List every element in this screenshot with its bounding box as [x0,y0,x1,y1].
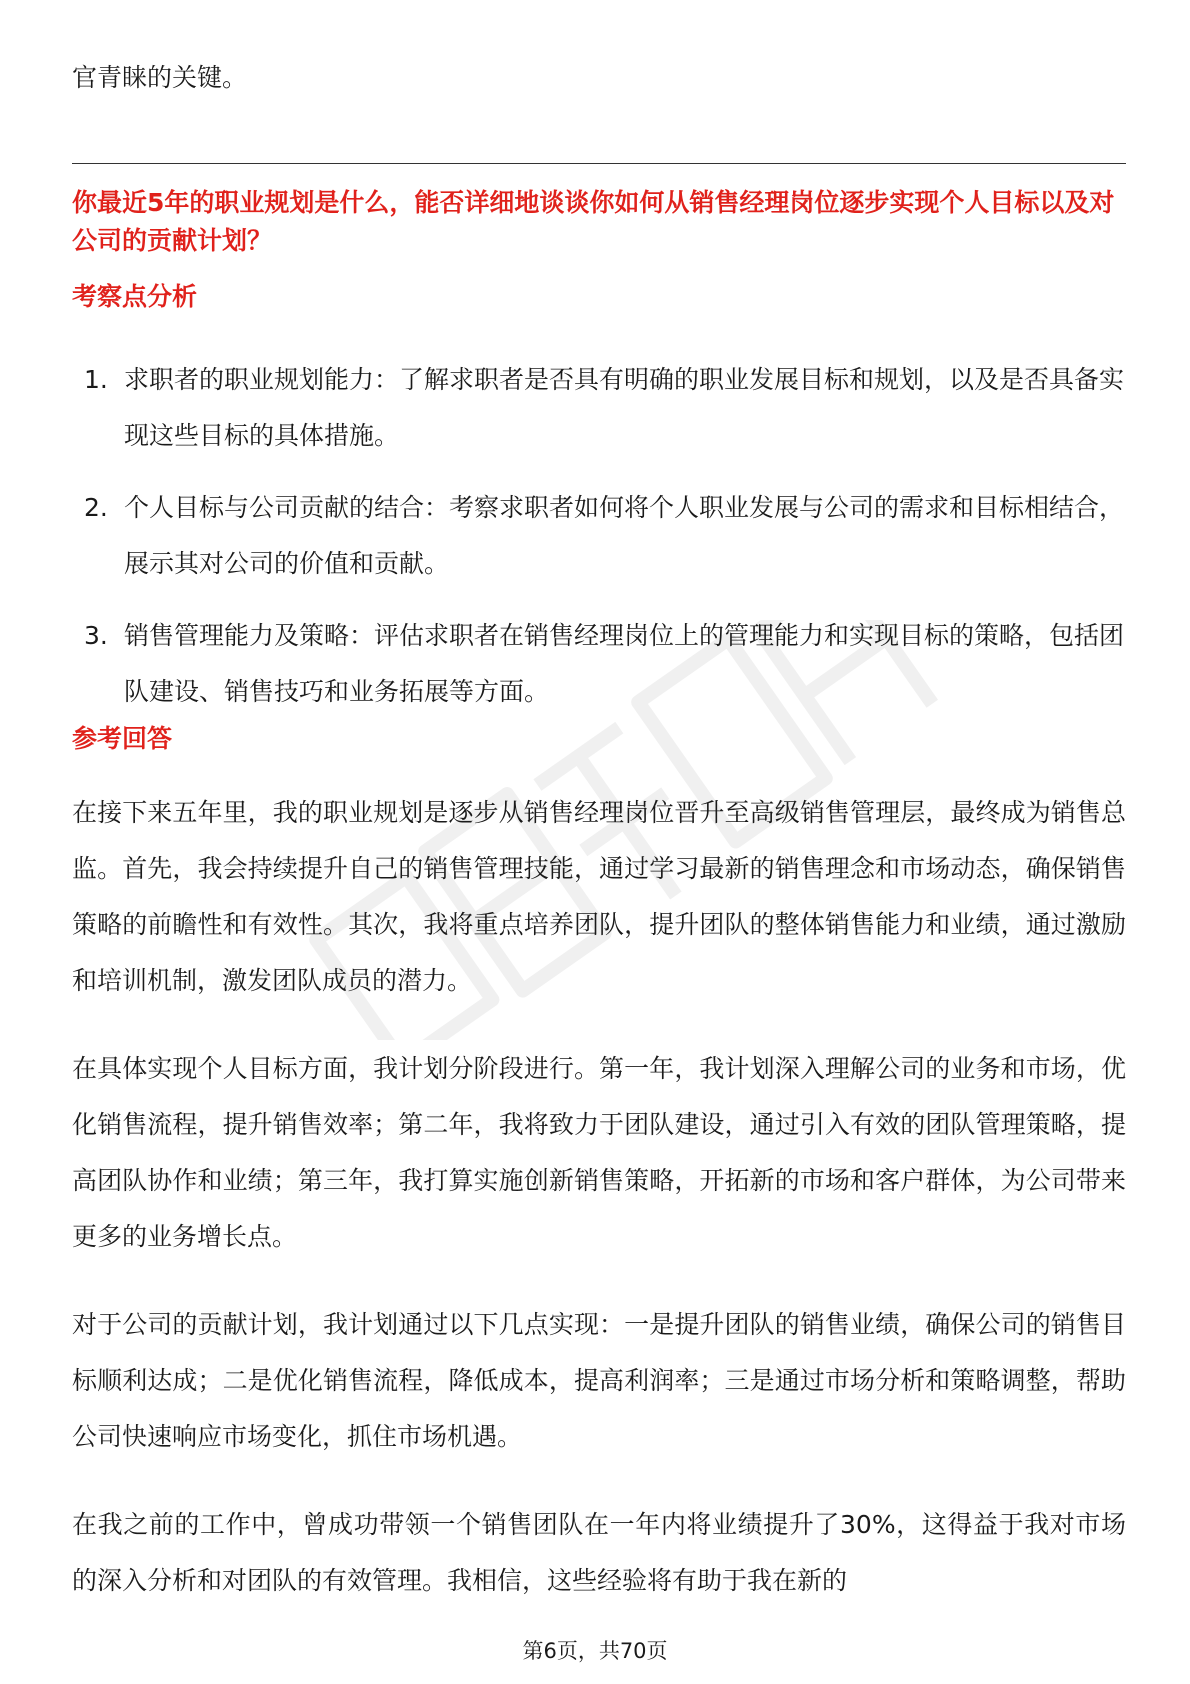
list-item-text: 销售管理能力及策略：评估求职者在销售经理岗位上的管理能力和实现目标的策略，包括团队建设、销售技巧和业务拓展等方面。 [124,621,1125,706]
list-item-text: 个人目标与公司贡献的结合：考察求职者如何将个人职业发展与公司的需求和目标相结合，展示其对公司的价值和贡献。 [124,493,1125,578]
section-divider [72,163,1126,164]
answer-heading: 参考回答 [72,724,173,753]
answer-paragraph: 在接下来五年里，我的职业规划是逐步从销售经理岗位晋升至高级销售管理层，最终成为销售总监。首先，我会持续提升自己的销售管理技能，通过学习最新的销售理念和市场动态，确保销售策略的前瞻性和有效性。其次，我将重点培养团队，提升团队的整体销售能力和业绩，通过激励和培训机制，激发团队成员的潜力。 [72,798,1126,995]
list-item-number: 3. [84,621,108,650]
list-item [72,352,1126,464]
question-heading: 你最近5年的职业规划是什么，能否详细地谈谈你如何从销售经理岗位逐步实现个人目标以及对公司的贡献计划？ [72,188,1115,255]
page-number: 第6页，共70页 [522,1639,668,1663]
list-item [72,480,1126,592]
lead-text: 官青睐的关键。 [72,63,248,92]
answer-paragraph: 在我之前的工作中，曾成功带领一个销售团队在一年内将业绩提升了30%，这得益于我对市场的深入分析和对团队的有效管理。我相信，这些经验将有助于我在新的 [72,1510,1126,1595]
list-item-number: 1. [84,365,108,394]
list-item-number: 2. [84,493,108,522]
answer-paragraph: 对于公司的贡献计划，我计划通过以下几点实现：一是提升团队的销售业绩，确保公司的销售目标顺利达成；二是优化销售流程，降低成本，提高利润率；三是通过市场分析和策略调整，帮助公司快速响应市场变化，抓住市场机遇。 [72,1310,1126,1451]
list-item [72,608,1126,720]
list-item-text: 求职者的职业规划能力：了解求职者是否具有明确的职业发展目标和规划，以及是否具备实现这些目标的具体措施。 [124,365,1125,450]
answer-body [72,785,1126,1641]
answer-paragraph: 在具体实现个人目标方面，我计划分阶段进行。第一年，我计划深入理解公司的业务和市场，优化销售流程，提升销售效率；第二年，我将致力于团队建设，通过引入有效的团队管理策略，提高团队协作和业绩；第三年，我打算实施创新销售策略，开拓新的市场和客户群体，为公司带来更多的业务增长点。 [72,1054,1126,1251]
analysis-points-list [72,352,1126,736]
analysis-heading: 考察点分析 [72,282,198,311]
